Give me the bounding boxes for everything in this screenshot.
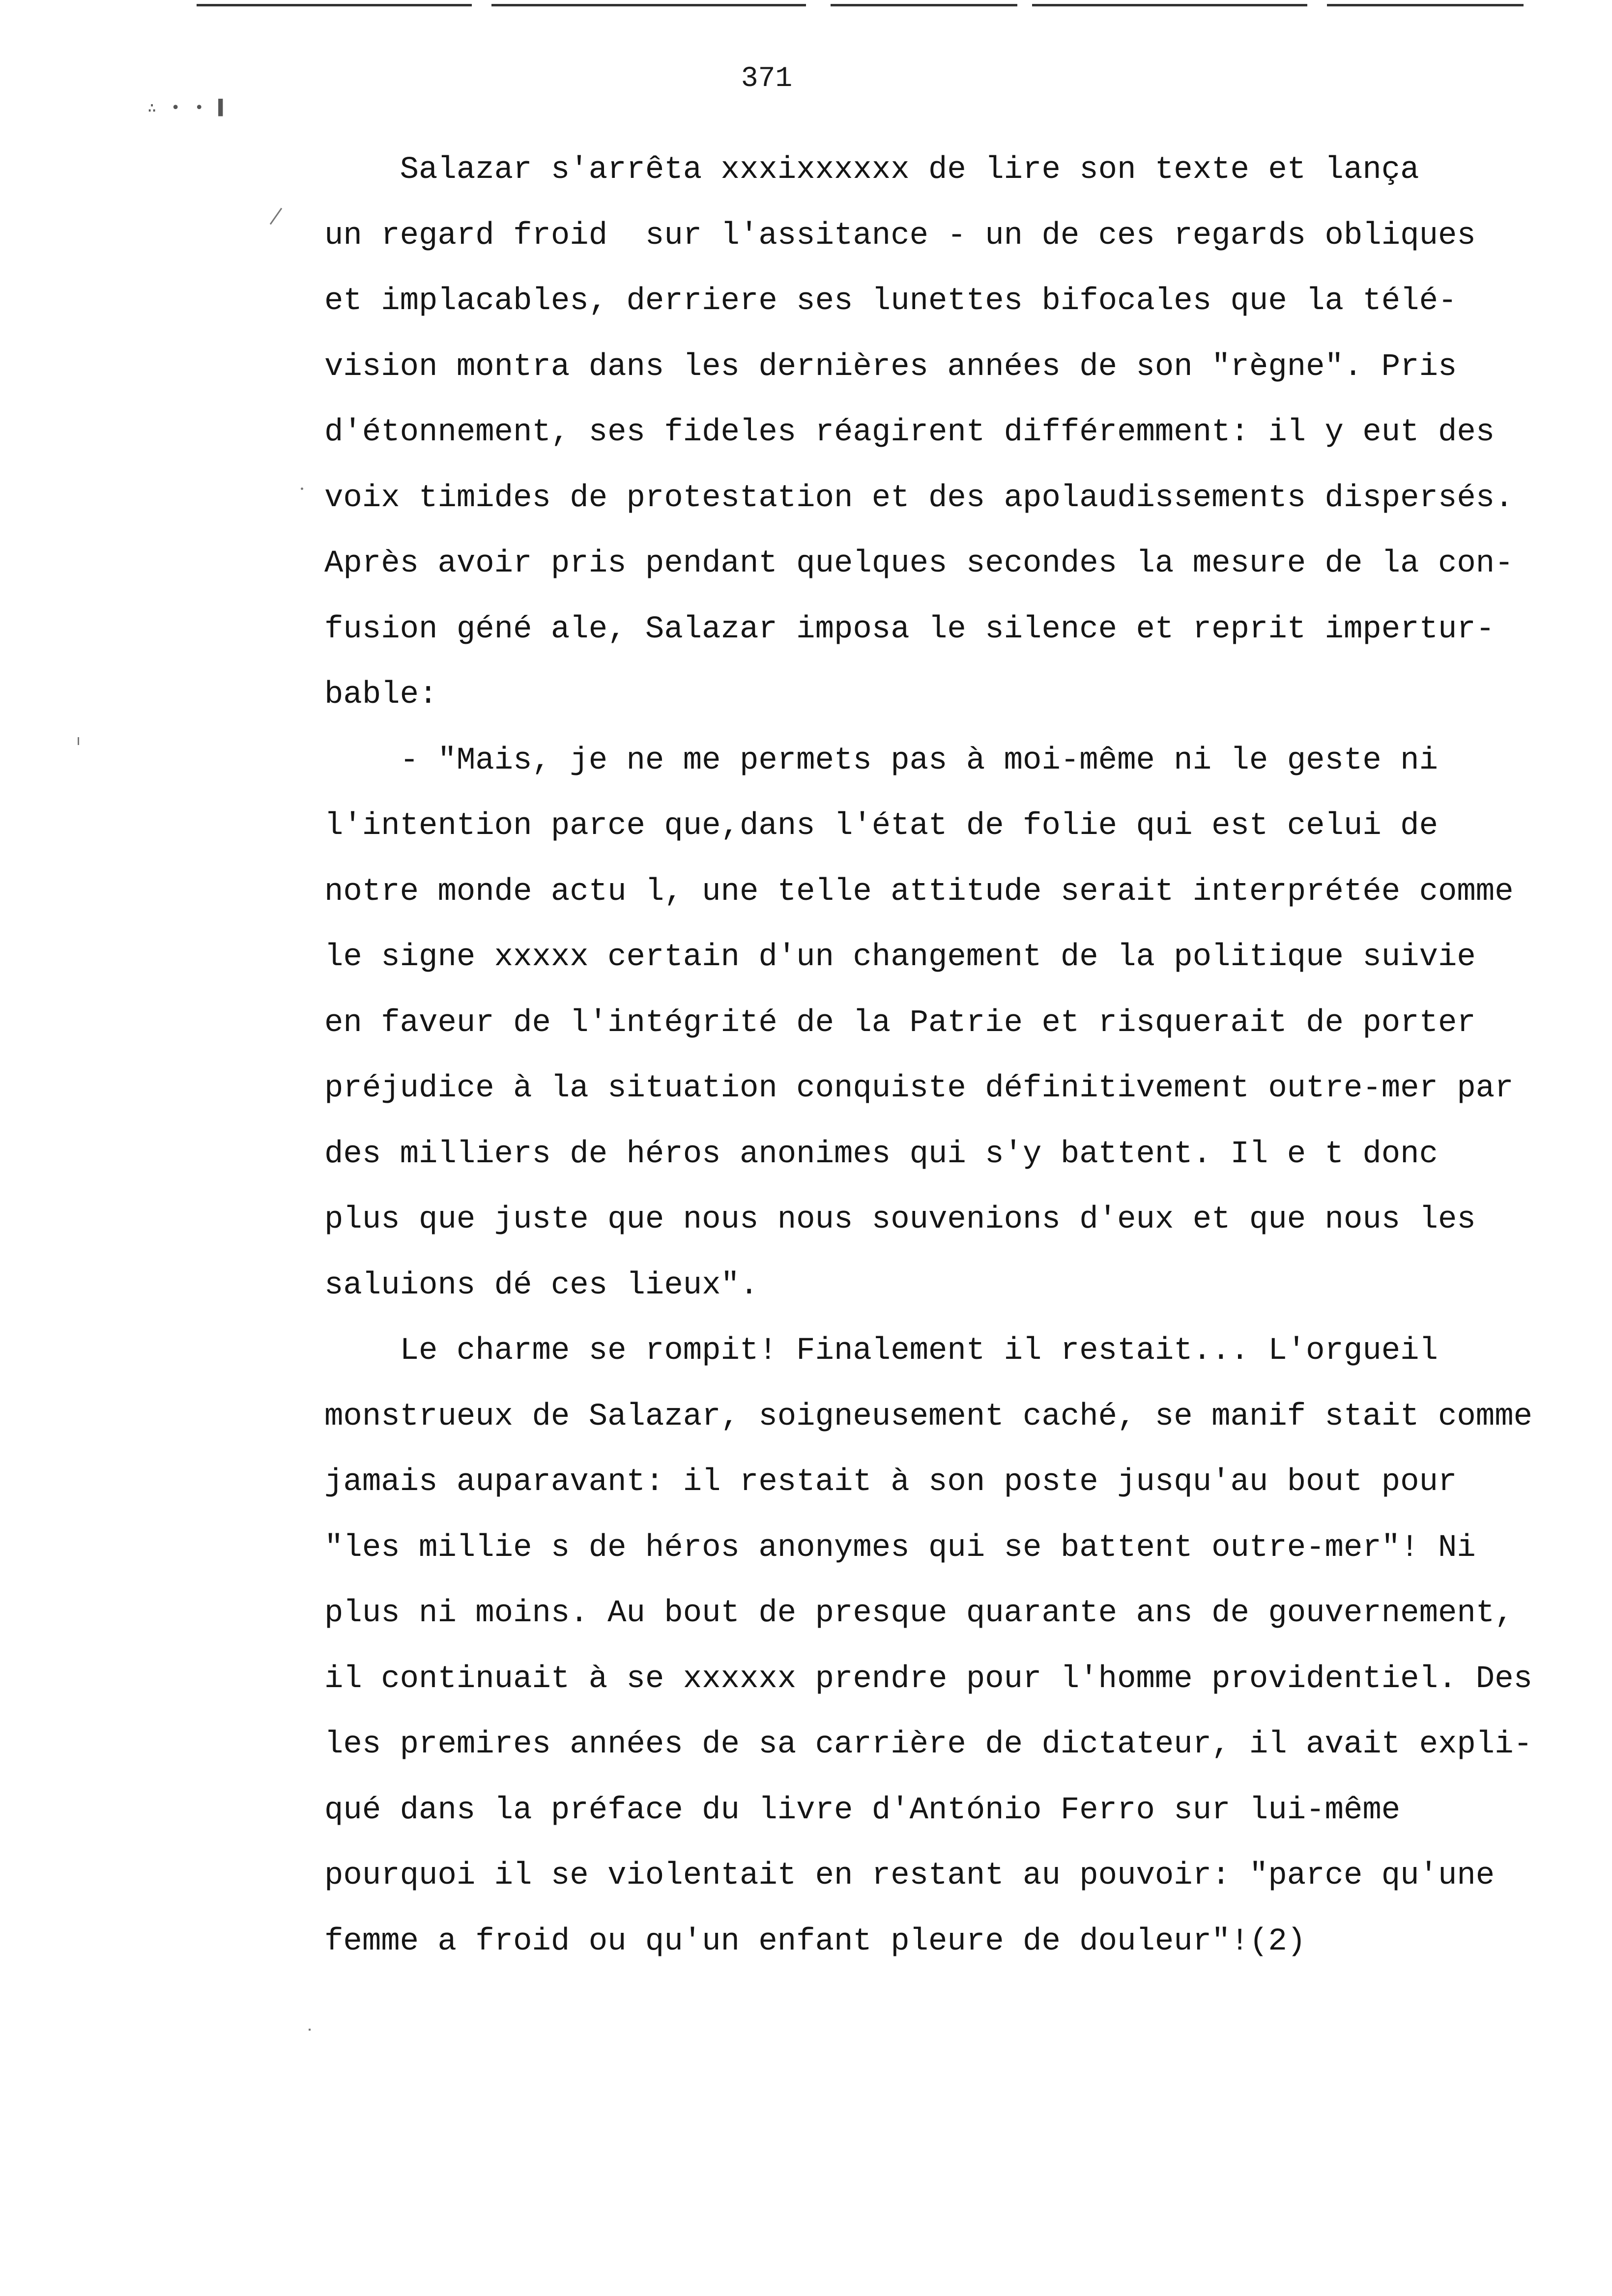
text-line: le signe xxxxx certain d'un changement de la politique suivie [324, 940, 1476, 975]
margin-marks: ∴ • • ▌ [147, 99, 230, 116]
stray-mark [309, 2029, 311, 2031]
text-line: l'intention parce que,dans l'état de folie qui est celui de [324, 808, 1438, 844]
paragraph [324, 1319, 1612, 1975]
text-line: d'étonnement, ses fideles réagirent différemment: il y eut des [324, 415, 1495, 450]
text-line: voix timides de protestation et des apolaudissements dispersés. [324, 480, 1514, 516]
text-line: qué dans la préface du livre d'António Ferro sur lui-même [324, 1792, 1401, 1828]
text-line: préjudice à la situation conquiste définitivement outre-mer par [324, 1071, 1514, 1106]
text-line: en faveur de l'intégrité de la Patrie et risquerait de porter [324, 1005, 1476, 1041]
text-line: un regard froid sur l'assitance - un de ces regards obliques [324, 218, 1476, 254]
text-line: "les millie s de héros anonymes qui se battent outre-mer"! Ni [324, 1530, 1476, 1566]
top-rule-lines [197, 4, 1524, 8]
text-line: il continuait à se xxxxxx prendre pour l'homme providentiel. Des [324, 1661, 1532, 1697]
paragraph [324, 138, 1612, 728]
text-line: - "Mais, je ne me permets pas à moi-même ni le geste ni [324, 743, 1438, 778]
text-line: Après avoir pris pendant quelques secondes la mesure de la con- [324, 546, 1514, 581]
page-number: 371 [741, 63, 793, 95]
text-line: vision montra dans les dernières années de son "règne". Pris [324, 349, 1457, 385]
stray-mark [270, 208, 282, 225]
typed-text-body [324, 138, 1612, 1975]
text-line: monstrueux de Salazar, soigneusement caché, se manif stait comme [324, 1399, 1532, 1435]
text-line: pourquoi il se violentait en restant au pouvoir: "parce qu'une [324, 1858, 1495, 1894]
text-line: notre monde actu l, une telle attitude serait interprétée comme [324, 874, 1514, 910]
text-line: fusion géné ale, Salazar imposa le silence et reprit impertur- [324, 611, 1495, 647]
text-line: saluions dé ces lieux". [324, 1267, 759, 1303]
text-line: les premires années de sa carrière de dictateur, il avait expli- [324, 1727, 1532, 1762]
text-line: plus ni moins. Au bout de presque quarante ans de gouvernement, [324, 1596, 1514, 1631]
text-line: jamais auparavant: il restait à son poste jusqu'au bout pour [324, 1464, 1457, 1500]
text-line: bable: [324, 677, 438, 713]
text-line: femme a froid ou qu'un enfant pleure de douleur"!(2) [324, 1923, 1306, 1959]
text-line: Salazar s'arrêta xxxixxxxxx de lire son texte et lança [324, 152, 1419, 188]
text-line: Le charme se rompit! Finalement il restait... L'orgueil [324, 1333, 1438, 1369]
stray-mark [78, 737, 79, 745]
paragraph [324, 728, 1612, 1319]
stray-mark [301, 488, 303, 490]
text-line: et implacables, derriere ses lunettes bifocales que la télé- [324, 284, 1457, 319]
text-line: des milliers de héros anonimes qui s'y battent. Il e t donc [324, 1136, 1438, 1172]
text-line: plus que juste que nous nous souvenions d'eux et que nous les [324, 1202, 1476, 1237]
